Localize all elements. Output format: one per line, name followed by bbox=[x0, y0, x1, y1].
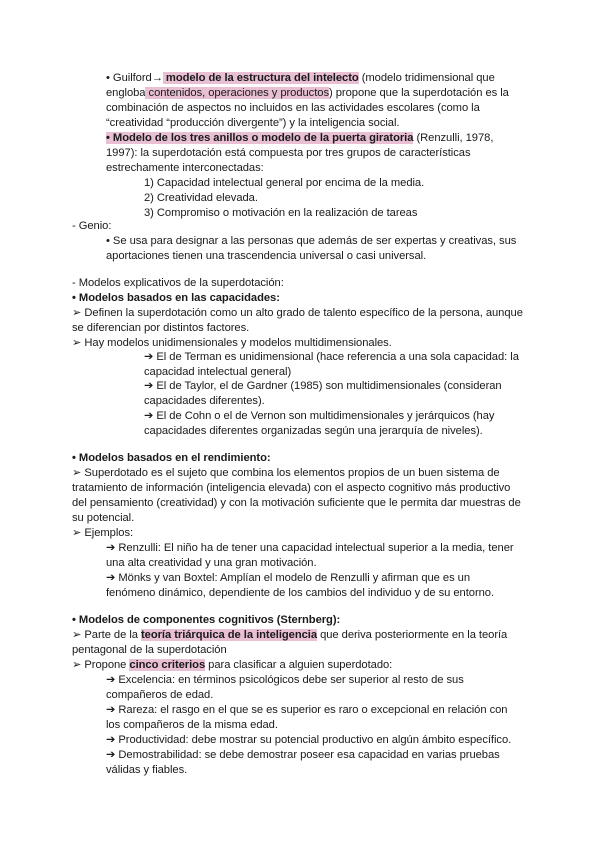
sternberg-title: • Modelos de componentes cognitivos (Sternberg): bbox=[72, 614, 341, 626]
guilford-line-3: combinación de aspectos no incluidos en las actividades escolares (como la bbox=[106, 102, 480, 114]
sternberg-line-1: ➢ Parte de la teoría triárquica de la inteligencia que deriva posteriormente en la teoría bbox=[72, 629, 508, 641]
rareza-line-2: los compañeros de la misma edad. bbox=[106, 719, 278, 731]
triarquica-highlight: teoría triárquica de la inteligencia bbox=[141, 629, 318, 641]
terman-line-2: capacidad intelectual general) bbox=[144, 366, 292, 378]
guilford-highlight: contenidos, operaciones y productos bbox=[145, 87, 330, 99]
sternberg-line-3: ➢ Propone cinco criterios para clasificar a alguien superdotado: bbox=[72, 659, 393, 671]
guilford-line-1: • Guilford→ modelo de la estructura del intelecto (modelo tridimensional que bbox=[106, 72, 495, 84]
cohn-line-1: ➔ El de Cohn o el de Vernon son multidimensionales y jerárquicos (hay bbox=[144, 410, 495, 422]
capacidades-line-1: ➢ Definen la superdotación como un alto grado de talento específico de la persona, aunque bbox=[72, 307, 523, 319]
explicativos-heading: - Modelos explicativos de la superdotación: bbox=[72, 277, 284, 289]
taylor-line-1: ➔ El de Taylor, el de Gardner (1985) son multidimensionales (consideran bbox=[144, 380, 502, 392]
cinco-criterios-highlight: cinco criterios bbox=[129, 659, 206, 671]
sternberg-line-2: pentagonal de la superdotación bbox=[72, 644, 227, 656]
rareza-line-1: ➔ Rareza: el rasgo en el que se es superior es raro o excepcional en relación con bbox=[106, 704, 508, 716]
rendimiento-line-2: tratamiento de información (inteligencia elevada) con el aspecto cognitivo más productivo bbox=[72, 482, 511, 494]
renzulli-item: 2) Creatividad elevada. bbox=[144, 192, 258, 204]
genio-heading: - Genio: bbox=[72, 220, 112, 232]
demostrabilidad-line-2: válidas y fiables. bbox=[106, 764, 188, 776]
excelencia-line-2: compañeros de edad. bbox=[106, 689, 214, 701]
rendimiento-line-1: ➢ Superdotado es el sujeto que combina los elementos propios de un buen sistema de bbox=[72, 467, 500, 479]
renzulli-example-line-1: ➔ Renzulli: El niño ha de tener una capacidad intelectual superior a la media, tener bbox=[106, 542, 514, 554]
renzulli-example-line-2: una alta creatividad y una gran motivación. bbox=[106, 557, 317, 569]
taylor-line-2: capacidades diferentes). bbox=[144, 395, 265, 407]
renzulli-line-2: 1997): la superdotación está compuesta por tres grupos de características bbox=[106, 147, 471, 159]
demostrabilidad-line-1: ➔ Demostrabilidad: se debe demostrar poseer esa capacidad en varias pruebas bbox=[106, 749, 500, 761]
productividad-line: ➔ Productividad: debe mostrar su potencial productivo en algún ámbito específico. bbox=[106, 734, 512, 746]
rendimiento-title: • Modelos basados en el rendimiento: bbox=[72, 452, 271, 464]
capacidades-line-3: ➢ Hay modelos unidimensionales y modelos multidimensionales. bbox=[72, 337, 392, 349]
capacidades-line-2: se diferencian por distintos factores. bbox=[72, 322, 250, 334]
right-arrow-icon: → bbox=[151, 72, 163, 84]
renzulli-model-title: • Modelo de los tres anillos o modelo de la puerta giratoria bbox=[106, 132, 414, 144]
guilford-line-2: engloba contenidos, operaciones y productos) propone que la superdotación es la bbox=[106, 87, 509, 99]
genio-line-2: aportaciones tienen una trascendencia universal o casi universal. bbox=[106, 250, 427, 262]
renzulli-line-1: • Modelo de los tres anillos o modelo de la puerta giratoria (Renzulli, 1978, bbox=[106, 132, 494, 144]
renzulli-item: 3) Compromiso o motivación en la realización de tareas bbox=[144, 207, 418, 219]
guilford-model-title: modelo de la estructura del intelecto bbox=[162, 72, 359, 84]
renzulli-line-3: estrechamente interconectadas: bbox=[106, 162, 264, 174]
excelencia-line-1: ➔ Excelencia: en términos psicológicos debe ser superior al resto de sus bbox=[106, 674, 464, 686]
terman-line-1: ➔ El de Terman es unidimensional (hace referencia a una sola capacidad: la bbox=[144, 351, 519, 363]
monks-line-1: ➔ Mönks y van Boxtel: Amplían el modelo de Renzulli y afirman que es un bbox=[106, 572, 471, 584]
renzulli-item: 1) Capacidad intelectual general por encima de la media. bbox=[144, 177, 425, 189]
bullet-icon: • bbox=[106, 72, 110, 84]
rendimiento-line-4: su potencial. bbox=[72, 512, 135, 524]
cohn-line-2: capacidades diferentes organizadas según una jerarquía de niveles). bbox=[144, 425, 483, 437]
ejemplos-label: ➢ Ejemplos: bbox=[72, 527, 134, 539]
rendimiento-line-3: del pensamiento (creatividad) y con la motivación suficiente que le permita dar muestras de bbox=[72, 497, 521, 509]
guilford-line-4: “creatividad “producción divergente”) y la inteligencia social. bbox=[106, 117, 400, 129]
genio-line-1: • Se usa para designar a las personas que además de ser expertas y creativas, sus bbox=[106, 235, 517, 247]
monks-line-2: fenómeno dinámico, dependiente de los cambios del individuo y de su entorno. bbox=[106, 587, 495, 599]
capacidades-title: • Modelos basados en las capacidades: bbox=[72, 292, 280, 304]
